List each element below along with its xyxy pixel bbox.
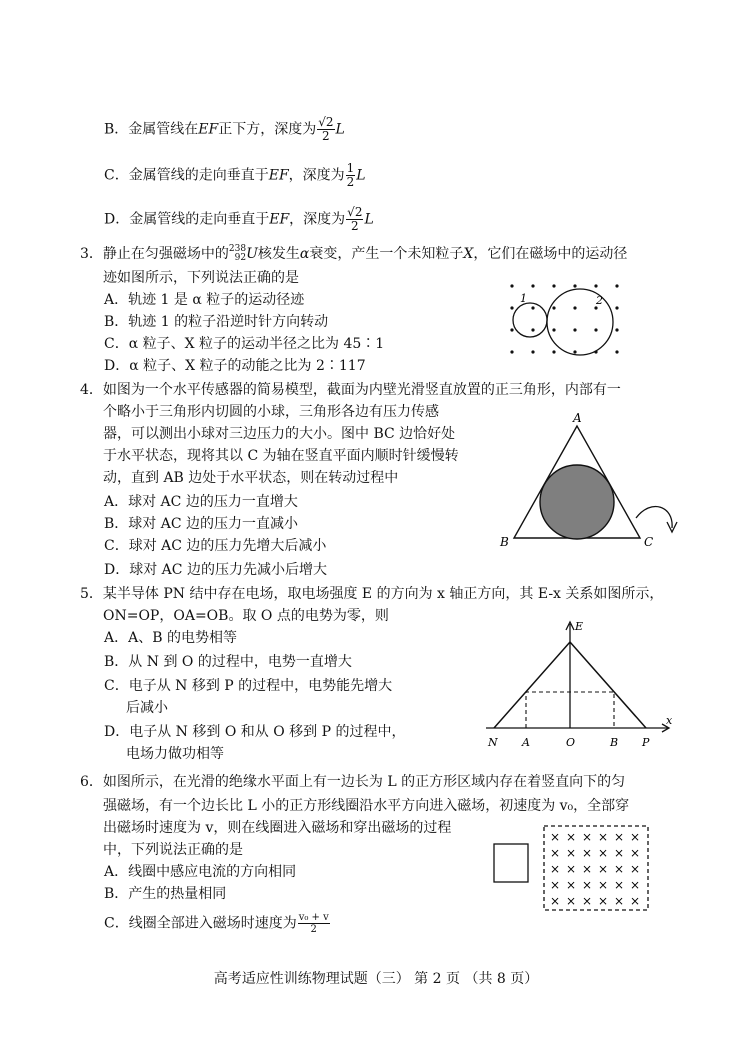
field-cross: × [566, 830, 577, 844]
field-cross: × [582, 846, 593, 860]
q5-e-x-graph [486, 616, 682, 750]
field-cross: × [566, 862, 577, 876]
page-footer: 高考适应性训练物理试题（三） 第 2 页 （共 8 页） [213, 971, 539, 987]
trajectory-label-2: 2 [596, 294, 603, 307]
fraction: $\frac{√2}{2}$ [347, 205, 363, 233]
q2-option-d: D．金属管线的走向垂直于EF，深度为 $\frac{√2}{2}$ L [104, 205, 374, 233]
field-dot [615, 306, 618, 309]
q6-magnetic-field-figure [490, 822, 654, 914]
field-cross: × [630, 830, 641, 844]
field-cross: × [614, 830, 625, 844]
field-cross: × [550, 830, 561, 844]
q5-option-d: D．电子从 N 移到 O 和从 O 移到 P 的过程中， [104, 724, 406, 740]
q5-option-a: A．A、B 的电势相等 [104, 630, 237, 646]
q2-option-b: B．金属管线在EF正下方，深度为 $\frac{√2}{2}$ L [104, 115, 345, 143]
q5-option-c-cont: 后减小 [126, 700, 168, 716]
q6-option-c: C．线圈全部进入磁场时速度为 $\frac{\text{v₀ + v}}{2}$ [104, 912, 329, 935]
field-cross: × [630, 894, 641, 908]
field-cross: × [550, 878, 561, 892]
field-cross: × [550, 894, 561, 908]
tick-label-o: O [566, 736, 576, 749]
field-cross: × [582, 862, 593, 876]
field-dot [594, 284, 597, 287]
tick-label-p: P [642, 736, 650, 749]
fraction: $\frac{1}{2}$ [346, 161, 355, 189]
field-cross: × [598, 830, 609, 844]
q4-option-c: C．球对 AC 边的压力先增大后减小 [104, 538, 327, 554]
field-cross: × [614, 862, 625, 876]
field-dot [615, 284, 618, 287]
field-cross: × [598, 894, 609, 908]
vertex-label-c: C [644, 535, 654, 549]
tick-label-b: B [610, 736, 619, 749]
q6-stem-line2: 强磁场，有一个边长比 L 小的正方形线圈沿水平方向进入磁场，初速度为 v₀，全部穿 [103, 798, 630, 814]
isotope-index: 238 92 [228, 244, 247, 263]
field-dot [615, 350, 618, 353]
q6-option-b: B．产生的热量相同 [104, 886, 227, 902]
axis-label-x: x [666, 714, 673, 727]
field-cross: × [614, 846, 625, 860]
ball [540, 465, 614, 539]
q3-stem-line2: 迹如图所示，下列说法正确的是 [103, 270, 299, 286]
q6-option-a: A．线圈中感应电流的方向相同 [104, 864, 297, 880]
q3-option-b: B．轨迹 1 的粒子沿逆时针方向转动 [104, 314, 329, 330]
field-dot [573, 306, 576, 309]
axis-label-e: E [575, 620, 584, 633]
field-cross: × [582, 878, 593, 892]
tick-label-n: N [488, 736, 498, 749]
trajectory-2 [547, 289, 613, 355]
field-cross: × [566, 878, 577, 892]
fraction: $\frac{\text{v₀ + v}}{2}$ [298, 912, 329, 935]
trajectory-label-1: 1 [520, 292, 527, 305]
q4-triangle-figure [496, 410, 686, 552]
field-dot [573, 284, 576, 287]
q3-option-a: A．轨迹 1 是 α 粒子的运动径迹 [104, 292, 305, 308]
q4-stem-line4: 于水平状态，现将其以 C 为轴在竖直平面内顺时针缓慢转 [103, 448, 459, 464]
q6-stem-line4: 中，下列说法正确的是 [103, 842, 243, 858]
q6-stem-line3: 出磁场时速度为 v，则在线圈进入磁场和穿出磁场的过程 [103, 820, 452, 836]
field-dot [510, 350, 513, 353]
field-cross: × [582, 830, 593, 844]
rotation-arc [636, 507, 672, 528]
field-crosses [550, 830, 640, 908]
field-dot [573, 328, 576, 331]
q4-stem-line2: 个略小于三角形内切圆的小球，三角形各边有压力传感 [103, 404, 439, 420]
q4-stem-line3: 器，可以测出小球对三边压力的大小。图中 BC 边恰好处 [103, 426, 456, 442]
field-dot [510, 306, 513, 309]
field-dot [552, 328, 555, 331]
field-cross: × [598, 862, 609, 876]
field-dot [552, 350, 555, 353]
field-cross: × [614, 878, 625, 892]
field-dot [552, 306, 555, 309]
q5-stem-line2: ON=OP，OA=OB。取 O 点的电势为零，则 [103, 608, 389, 624]
coil [494, 844, 528, 882]
field-dot [510, 328, 513, 331]
field-cross: × [598, 878, 609, 892]
fraction: $\frac{√2}{2}$ [318, 115, 334, 143]
field-dot [573, 350, 576, 353]
field-dot [615, 328, 618, 331]
field-cross: × [582, 894, 593, 908]
q3-option-c: C．α 粒子、X 粒子的运动半径之比为 45∶1 [104, 336, 385, 352]
q3-stem-line1: 3．静止在匀强磁场中的 238 92 U核发生α衰变，产生一个未知粒子X，它们在磁场中的运动径 [80, 244, 628, 263]
q5-option-d-cont: 电场力做功相等 [126, 746, 224, 762]
vertex-label-b: B [500, 535, 509, 549]
q6-stem-line1: 6．如图所示，在光滑的绝缘水平面上有一边长为 L 的正方形区域内存在着竖直向下的匀 [80, 774, 626, 790]
trajectory-1 [513, 303, 547, 337]
q4-stem-line1: 4．如图为一个水平传感器的简易模型，截面为内壁光滑竖直放置的正三角形，内部有一 [80, 382, 621, 398]
field-cross: × [550, 846, 561, 860]
field-dot [510, 284, 513, 287]
q2-option-c: C．金属管线的走向垂直于EF，深度为 $\frac{1}{2}$ L [104, 161, 366, 189]
field-dot [552, 284, 555, 287]
q4-option-d: D．球对 AC 边的压力先减小后增大 [104, 562, 327, 578]
field-dot [531, 284, 534, 287]
q5-stem-line1: 5．某半导体 PN 结中存在电场，取电场强度 E 的方向为 x 轴正方向，其 E-x 关系如图所示， [80, 586, 664, 602]
field-cross: × [630, 862, 641, 876]
q4-stem-line5: 动，直到 AB 边处于水平状态，则在转动过程中 [103, 470, 399, 486]
field-dot [531, 350, 534, 353]
field-cross: × [614, 894, 625, 908]
field-cross: × [630, 878, 641, 892]
field-dot [531, 328, 534, 331]
field-dot [594, 328, 597, 331]
q5-option-c: C．电子从 N 移到 P 的过程中，电势能先增大 [104, 678, 393, 694]
field-dot [531, 306, 534, 309]
field-cross: × [550, 862, 561, 876]
field-cross: × [630, 846, 641, 860]
q5-option-b: B．从 N 到 O 的过程中，电势一直增大 [104, 654, 352, 670]
field-cross: × [566, 846, 577, 860]
field-cross: × [598, 846, 609, 860]
tick-label-a: A [522, 736, 530, 749]
q3-option-d: D．α 粒子、X 粒子的动能之比为 2∶117 [104, 358, 366, 374]
q4-option-a: A．球对 AC 边的压力一直增大 [104, 494, 298, 510]
vertex-label-a: A [573, 411, 582, 425]
q3-trajectory-figure [500, 280, 630, 362]
field-cross: × [566, 894, 577, 908]
q4-option-b: B．球对 AC 边的压力一直减小 [104, 516, 299, 532]
